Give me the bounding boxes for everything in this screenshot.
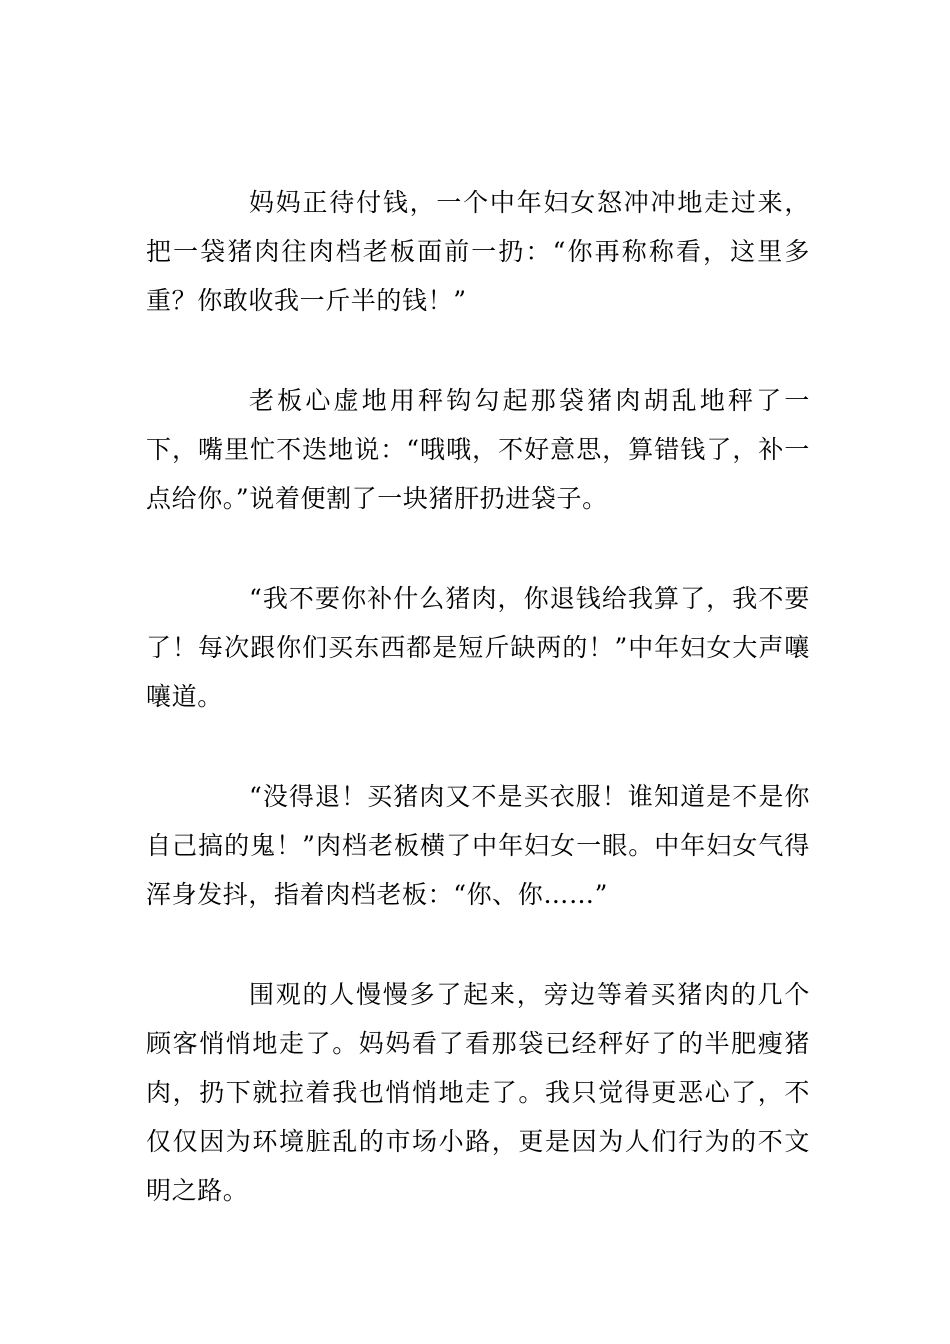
paragraph-3: “我不要你补什么猪肉，你退钱给我算了，我不要了！每次跟你们买东西都是短斤缺两的！”中年妇女大声嚷嚷道。 (146, 584, 810, 711)
paragraph-5: 围观的人慢慢多了起来，旁边等着买猪肉的几个顾客悄悄地走了。妈妈看了看那袋已经秤好了的半肥瘦猪肉，扔下就拉着我也悄悄地走了。我只觉得更恶心了，不仅仅因为环境脏乱的市场小路，更是因为人们行为的不文明之路。 (146, 980, 810, 1205)
paragraph-1: 妈妈正待付钱，一个中年妇女怒冲冲地走过来，把一袋猪肉往肉档老板面前一扔：“你再称称看，这里多重？你敢收我一斤半的钱！” (146, 188, 810, 315)
body-text (146, 178, 810, 1215)
paragraph-4: “没得退！买猪肉又不是买衣服！谁知道是不是你自己搞的鬼！”肉档老板横了中年妇女一眼。中年妇女气得浑身发抖，指着肉档老板：“你、你……” (146, 782, 810, 909)
paragraph-2: 老板心虚地用秤钩勾起那袋猪肉胡乱地秤了一下，嘴里忙不迭地说：“哦哦，不好意思，算错钱了，补一点给你。”说着便割了一块猪肝扔进袋子。 (146, 386, 810, 513)
